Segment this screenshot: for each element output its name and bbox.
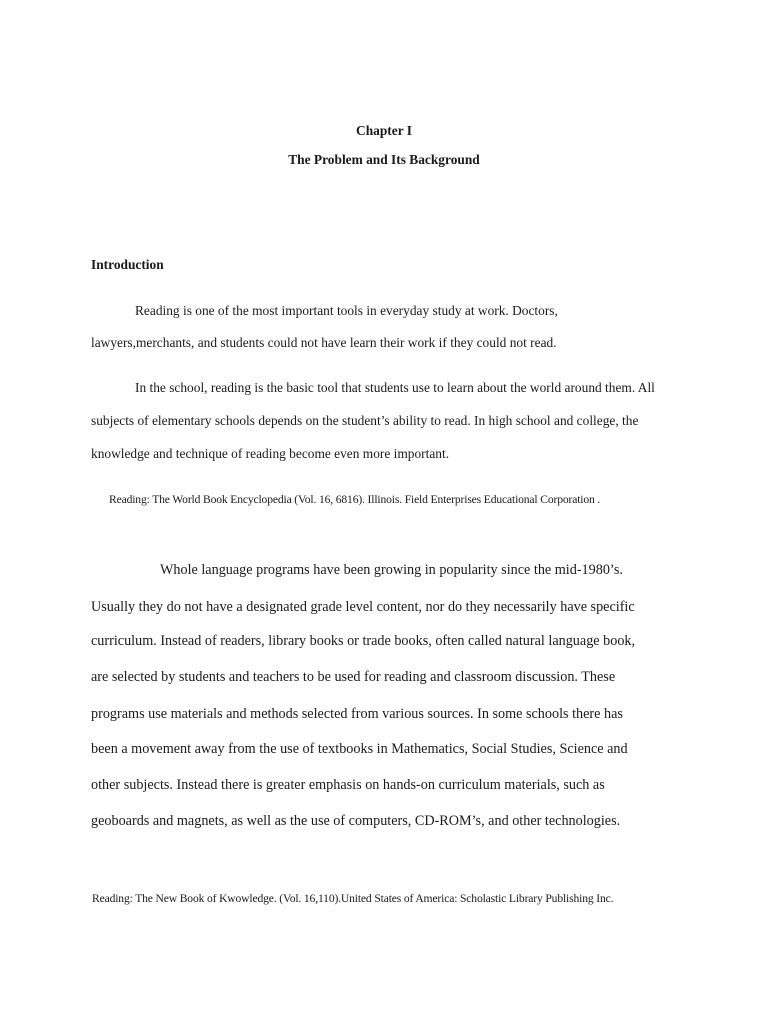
paragraph-line: subjects of elementary schools depends on the student’s ability to read. In high school and college, the bbox=[91, 413, 639, 428]
section-heading: Introduction bbox=[91, 257, 164, 272]
paragraph-line: been a movement away from the use of textbooks in Mathematics, Social Studies, Science and bbox=[91, 741, 628, 757]
paragraph-line: curriculum. Instead of readers, library books or trade books, often called natural language book, bbox=[91, 633, 636, 649]
citation-2: Reading: The New Book of Kwowledge. (Vol. 16,110).United States of America: Scholastic Library Publishing Inc. bbox=[92, 892, 614, 905]
citation-1: Reading: The World Book Encyclopedia (Vol. 16, 6816). Illinois. Field Enterprises Educational Corporation . bbox=[109, 493, 601, 506]
paragraph-line: other subjects. Instead there is greater emphasis on hands-on curriculum materials, such as bbox=[91, 777, 605, 793]
paragraph-line: are selected by students and teachers to be used for reading and classroom discussion. These bbox=[91, 669, 616, 685]
paragraph-line: In the school, reading is the basic tool that students use to learn about the world around them. All bbox=[135, 380, 655, 395]
paragraph-line: Reading is one of the most important tools in everyday study at work. Doctors, bbox=[135, 303, 558, 318]
chapter-title: The Problem and Its Background bbox=[288, 152, 480, 167]
paragraph-line: knowledge and technique of reading become even more important. bbox=[91, 446, 450, 461]
paragraph-line: Usually they do not have a designated grade level content, nor do they necessarily have specific bbox=[91, 599, 635, 615]
paragraph-line: geoboards and magnets, as well as the use of computers, CD-ROM’s, and other technologies. bbox=[91, 813, 621, 829]
paragraph-line: lawyers,merchants, and students could not have learn their work if they could not read. bbox=[91, 335, 557, 350]
chapter-label: Chapter I bbox=[356, 123, 412, 138]
paragraph-line: Whole language programs have been growing in popularity since the mid-1980’s. bbox=[160, 562, 623, 578]
paragraph-line: programs use materials and methods selected from various sources. In some schools there has bbox=[91, 706, 623, 722]
